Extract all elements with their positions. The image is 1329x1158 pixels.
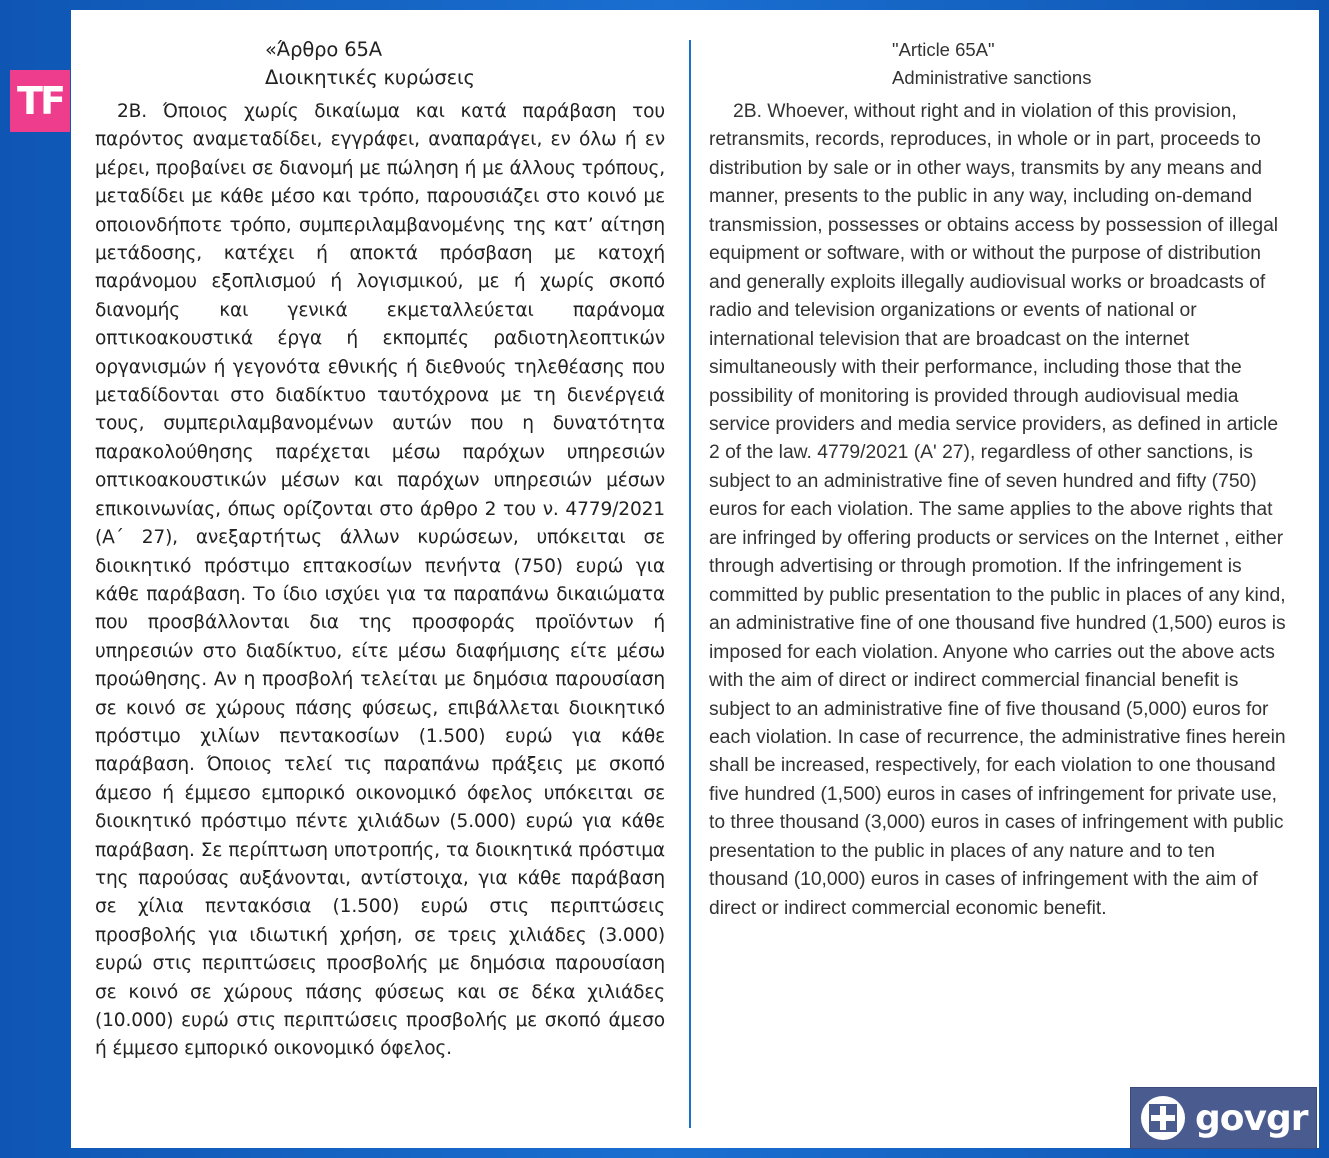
greek-column <box>95 36 665 1064</box>
greek-emblem-icon <box>1141 1096 1185 1140</box>
greek-article-subtitle: Διοικητικές κυρώσεις <box>265 66 475 89</box>
column-divider <box>689 40 691 1128</box>
greek-article-body: 2Β. Όποιος χωρίς δικαίωμα και κατά παράβαση του παρόντος αναμεταδίδει, εγγράφει, αναπαράγει, εν όλω ή εν μέρει, προβαίνει σε διανομή με πώληση ή με άλλους τρόπους, μεταδίδει με κάθε μέσο και τρόπο, παρουσιάζει στο κοινό με οποιονδήποτε τρόπο, συμπεριλαμβανομένης της κατ’ αίτηση μετάδοσης, κατέχει ή αποκτά πρόσβαση με κατοχή παράνομου εξοπλισμού ή λογισμικού, με ή χωρίς σκοπό διανομής και γενικά εκμεταλλεύεται παράνομα οπτικοακουστικά έργα ή εκπομπές ραδιοτηλεοπτικών οργανισμών ή γεγονότα εθνικής ή διεθνούς τηλεθέασης που μεταδίδονται στο διαδίκτυο ταυτόχρονα με τη διενέργειά τους, συμπεριλαμβανομένων αυτών που η δυνατότητα παρακολούθησης παρέχεται μέσω παρόχων υπηρεσιών οπτικοακουστικών μέσων και παρόχων υπηρεσιών μέσων επικοινωνίας, όπως ορίζονται στο άρθρο 2 του ν. 4779/2021 (Α΄ 27), ανεξαρτήτως άλλων κυρώσεων, υπόκειται σε διοικητικό πρόστιμο επτακοσίων πενήντα (750) ευρώ για κάθε παράβαση. Το ίδιο ισχύει για τα παραπάνω δικαιώματα που προσβάλλονται δια της προσφοράς προϊόντων ή υπηρεσιών στο διαδίκτυο, είτε μέσω διαφήμισης είτε μέσω προώθησης. Αν η προσβολή τελείται με δημόσια παρουσίαση σε κοινό σε χώρους πάσης φύσεως, επιβάλλεται διοικητικό πρόστιμο χιλίων πεντακοσίων (1.500) ευρώ για κάθε παράβαση. Όποιος τελεί τις παραπάνω πράξεις με σκοπό άμεσο ή έμμεσο εμπορικό οικονομικό όφελος υπόκειται σε διοικητικό πρόστιμο πέντε χιλιάδων (5.000) ευρώ για κάθε παράβαση. Σε περίπτωση υποτροπής, τα διοικητικά πρόστιμα της παρούσας αυξάνονται, αντίστοιχα, για κάθε παράβαση σε χίλια πεντακόσια (1.500) ευρώ στις περιπτώσεις προσβολής για ιδιωτική χρήση, σε τρεις χιλιάδες (3.000) ευρώ στις περιπτώσεις προσβολής με δημόσια παρουσίαση σε κοινό σε χώρους πάσης φύσεως και σε δέκα χιλιάδες (10.000) ευρώ στις περιπτώσεις προσβολής με σκοπό άμεσο ή έμμεσο εμπορικό οικονομικό όφελος. <box>95 101 665 1060</box>
english-article-subtitle: Administrative sanctions <box>892 67 1092 88</box>
tf-logo: TF <box>10 70 70 132</box>
greek-article-title: «Άρθρο 65Α <box>265 38 382 61</box>
english-column <box>709 36 1289 923</box>
greek-heading <box>95 36 665 92</box>
english-article-body: 2B. Whoever, without right and in violation of this provision, retransmits, records, reproduces, in whole or in part, proceeds to distribution by sale or in other ways, transmits by any means and manner, presents to the public in any way, including on-demand transmission, possesses or obtains access by possession of illegal equipment or software, with or without the purpose of distribution and generally exploits illegally audiovisual works or broadcasts of radio and television organizations or events of national or international television that are broadcast on the internet simultaneously with their performance, including those that the possibility of monitoring is provided through audiovisual media service providers and media service providers, as defined in article 2 of the law. 4779/2021 (A' 27), regardless of other sanctions, is subject to an administrative fine of seven hundred and fifty (750) euros for each violation. The same applies to the above rights that are infringed by offering products or services on the Internet , either through advertising or through promotion. If the infringement is committed by public presentation to the public in places of any kind, an administrative fine of one thousand five hundred (1,500) euros is imposed for each violation. Anyone who carries out the above acts with the aim of direct or indirect commercial financial benefit is subject to an administrative fine of five thousand (5,000) euros for each violation. In case of recurrence, the administrative fines herein shall be increased, respectively, for each violation to one thousand five hundred (1,500) euros in cases of infringement for private use, to three thousand (3,000) euros in cases of infringement with public presentation to the public in places of any nature and to ten thousand (10,000) euros in cases of infringement with the aim of direct or indirect commercial economic benefit. <box>709 101 1286 919</box>
document-page <box>71 10 1319 1148</box>
govgr-logo <box>1130 1087 1317 1149</box>
govgr-wordmark: govgr <box>1195 1097 1308 1139</box>
english-article-title: "Article 65A" <box>892 39 995 60</box>
english-heading <box>709 36 1289 92</box>
